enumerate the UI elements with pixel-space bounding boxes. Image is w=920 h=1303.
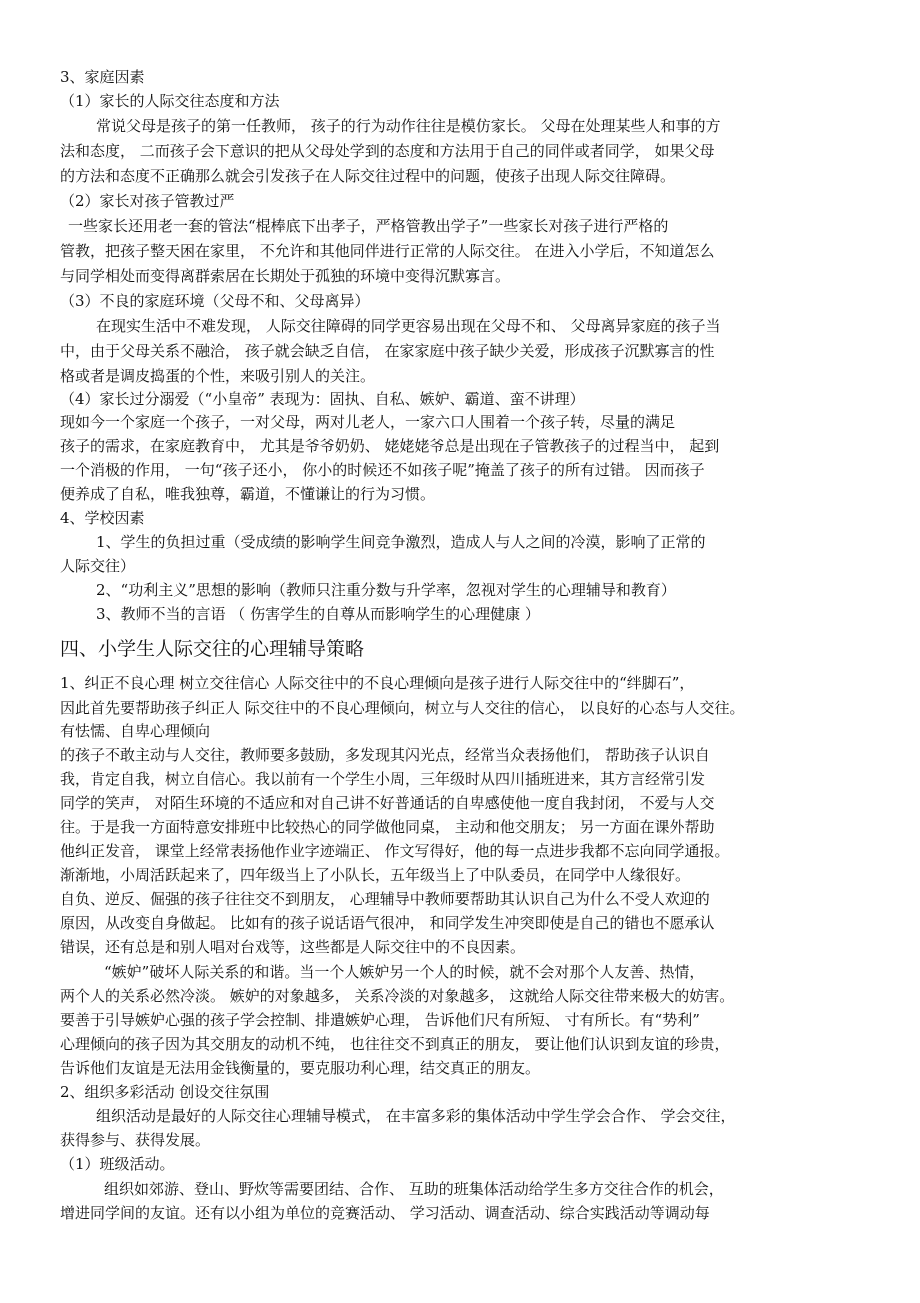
paragraph-line: 中，由于父母关系不融洽， 孩子就会缺乏自信， 在家家庭中孩子缺少关爱，形成孩子沉默寡言的性 (60, 342, 715, 360)
paragraph-line: 与同学相处而变得离群索居在长期处于孤独的环境中变得沉默寡言。 (60, 267, 511, 285)
paragraph-line: 便养成了自私，唯我独尊，霸道，不懂谦让的行为习惯。 (60, 485, 436, 503)
paragraph-line: 常说父母是孩子的第一任教师， 孩子的行为动作往往是模仿家长。 父母在处理某些人和事的方 (96, 117, 721, 135)
paragraph-line: 要善于引导嫉妒心强的孩子学会控制、排遣嫉妒心理， 告诉他们尺有所短、 寸有所长。有“势利” (60, 1011, 700, 1029)
paragraph-line: 孩子的需求，在家庭教育中， 尤其是爷爷奶奶、 姥姥姥爷总是出现在子管教孩子的过程当中， 起到 (60, 437, 720, 455)
paragraph-line: 法和态度， 二而孩子会下意识的把从父母处学到的态度和方法用于自己的同伴或者同学， 如果父母 (60, 142, 715, 160)
paragraph-line: 组织如郊游、登山、野炊等需要团结、合作、 互助的班集体活动给学生多方交往合作的机会， (104, 1180, 724, 1198)
sub-heading-3: （3）不良的家庭环境（父母不和、父母离异） (60, 292, 370, 310)
paragraph-line: “嫉妒”破坏人际关系的和谐。当一个人嫉妒另一个人的时候，就不会对那个人友善、热情， (104, 963, 705, 981)
sub-heading-class-activities: （1）班级活动。 (60, 1155, 175, 1173)
sub-heading-4: （4）家长过分溺爱（“小皇帝” 表现为：固执、自私、嫉妒、霸道、蛮不讲理） (60, 390, 585, 408)
paragraph-line: 的孩子不敢主动与人交往，教师要多鼓励，多发现其闪光点，经常当众表扬他们， 帮助孩子认识自 (60, 746, 710, 764)
paragraph-line: 有怯懦、自卑心理倾向 (60, 722, 211, 740)
paragraph-line: 增进同学间的友谊。还有以小组为单位的竞赛活动、 学习活动、调查活动、综合实践活动等调动每 (60, 1204, 710, 1222)
paragraph-line: 现如今一个家庭一个孩子，一对父母，两对儿老人，一家六口人围着一个孩子转，尽量的满足 (60, 413, 676, 431)
paragraph-line: 的方法和态度不正确那么就会引发孩子在人际交往过程中的问题，使孩子出现人际交往障碍。 (60, 167, 676, 185)
section-3-title: 3、家庭因素 (60, 68, 145, 86)
list-item: 3、教师不当的言语 （ 伤害学生的自尊从而影响学生的心理健康 ） (96, 605, 540, 623)
sub-heading-2: （2）家长对孩子管教过严 (60, 192, 235, 210)
chapter-title: 四、小学生人际交往的心理辅导策略 (60, 638, 365, 660)
paragraph-line: 往。于是我一方面特意安排班中比较热心的同学做他同桌， 主动和他交朋友； 另一方面在课外帮助 (60, 818, 715, 836)
paragraph-line: 组织活动是最好的人际交往心理辅导模式， 在丰富多彩的集体活动中学生学会合作、 学会交往， (96, 1107, 736, 1125)
paragraph-line: 管教，把孩子整天困在家里， 不允许和其他同伴进行正常的人际交往。 在进入小学后，不知道怎么 (60, 242, 715, 260)
section-4-title: 4、学校因素 (60, 509, 145, 527)
paragraph-line: 在现实生活中不难发现， 人际交往障碍的同学更容易出现在父母不和、 父母离异家庭的孩子当 (96, 317, 721, 335)
paragraph-line: 告诉他们友谊是无法用金钱衡量的，要克服功利心理，结交真正的朋友。 (60, 1059, 541, 1077)
paragraph-line: 同学的笑声， 对陌生环境的不适应和对自己讲不好普通话的自卑感使他一度自我封闭， 不爱与人交 (60, 794, 715, 812)
paragraph-line: 他纠正发音， 课堂上经常表扬他作业字迹端正、 作文写得好，他的每一点进步我都不忘向同学通报。 (60, 842, 730, 860)
strategy-2-title: 2、组织多彩活动 创设交往氛围 (60, 1083, 270, 1101)
paragraph-line: 心理倾向的孩子因为其交朋友的动机不纯， 也往往交不到真正的朋友， 要让他们认识到友谊的珍贵， (60, 1035, 730, 1053)
paragraph-line: 两个人的关系必然冷淡。 嫉妒的对象越多， 关系冷淡的对象越多， 这就给人际交往带来极大的妨害。 (60, 987, 735, 1005)
paragraph-line: 格或者是调皮捣蛋的个性，来吸引别人的关注。 (60, 367, 376, 385)
paragraph-line: 一个消极的作用， 一句“孩子还小， 你小的时候还不如孩子呢”掩盖了孩子的所有过错。 因而孩子 (60, 461, 705, 479)
paragraph-line: 获得参与、获得发展。 (60, 1131, 211, 1149)
list-item: 人际交往） (60, 557, 136, 575)
paragraph-line: 1、纠正不良心理 树立交往信心 人际交往中的不良心理倾向是孩子进行人际交往中的“绊脚石”， (60, 674, 695, 692)
paragraph-line: 错误，还有总是和别人唱对台戏等，这些都是人际交往中的不良因素。 (60, 938, 526, 956)
list-item: 1、学生的负担过重（受成绩的影响学生间竞争激烈，造成人与人之间的冷漠，影响了正常的 (96, 533, 706, 551)
sub-heading-1: （1）家长的人际交往态度和方法 (60, 92, 280, 110)
paragraph-line: 渐渐地，小周活跃起来了，四年级当上了小队长，五年级当上了中队委员，在同学中人缘很好。 (60, 866, 691, 884)
paragraph-line: 自负、逆反、倔强的孩子往往交不到朋友， 心理辅导中教师要帮助其认识自己为什么不受人欢迎的 (60, 890, 710, 908)
paragraph-line: 我，肯定自我，树立自信心。我以前有一个学生小周，三年级时从四川插班进来，其方言经常引发 (60, 770, 706, 788)
paragraph-line: 一些家长还用老一套的管法“棍棒底下出孝子，严格管教出学子”一些家长对孩子进行严格的 (68, 217, 669, 235)
paragraph-line: 因此首先要帮助孩子纠正人 际交往中的不良心理倾向，树立与人交往的信心， 以良好的心态与人交往。 (60, 699, 745, 717)
paragraph-line: 原因，从改变自身做起。 比如有的孩子说话语气很冲， 和同学发生冲突即使是自己的错也不愿承认 (60, 914, 715, 932)
list-item: 2、“功利主义”思想的影响（教师只注重分数与升学率，忽视对学生的心理辅导和教育） (96, 581, 676, 599)
